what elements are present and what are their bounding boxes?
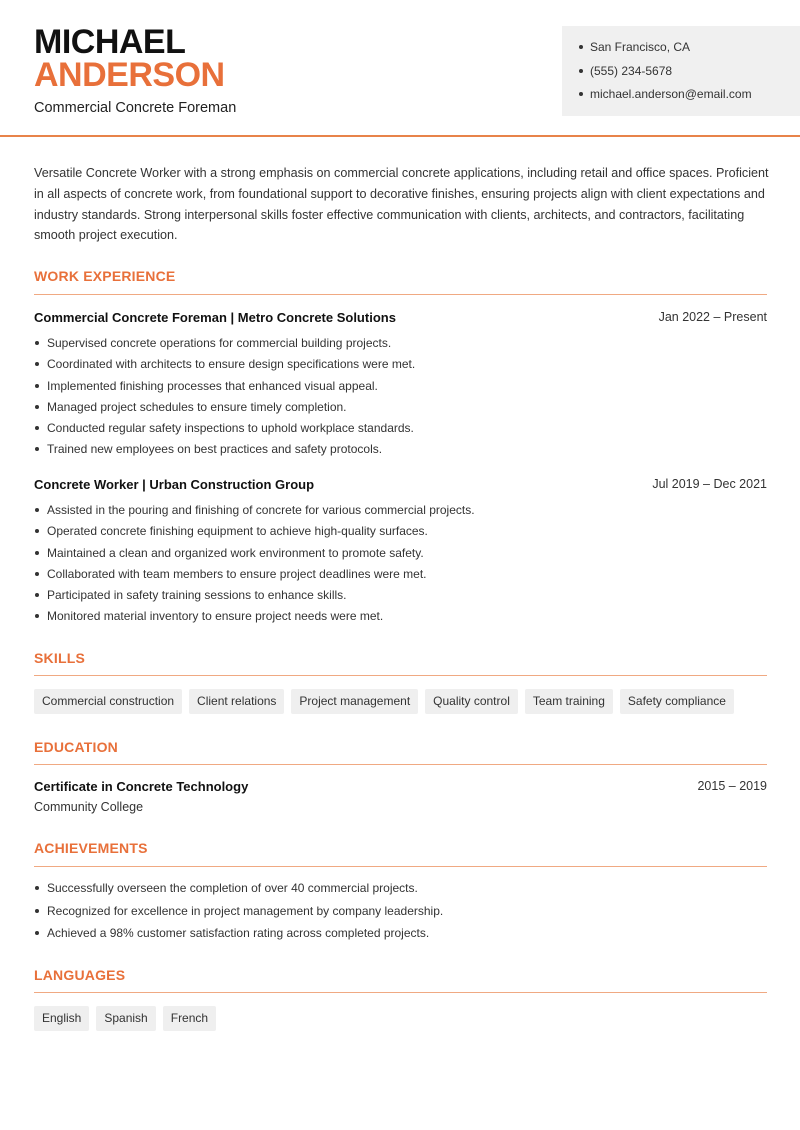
skill-tag: Client relations xyxy=(189,689,284,714)
section-title-languages: LANGUAGES xyxy=(34,967,126,983)
contact-box xyxy=(562,26,800,116)
list-item: Successfully overseen the completion of over 40 commercial projects. xyxy=(34,880,767,903)
summary: Versatile Concrete Worker with a strong emphasis on commercial concrete applications, including retail and office spaces. Proficient in all aspects of concrete work, from foundational support to decorative finishes, ensuring projects align with client expectations and industry standards. Strong interpersonal skills foster effective communication with clients, architects, and contractors, facilitating smooth project execution. xyxy=(34,166,769,243)
section-title-education: EDUCATION xyxy=(34,739,118,755)
job-header xyxy=(34,310,767,325)
job-dates: Jan 2022 – Present xyxy=(658,310,767,324)
job-bullets xyxy=(34,335,767,463)
language-tag: Spanish xyxy=(96,1006,155,1031)
list-item: Operated concrete finishing equipment to achieve high-quality surfaces. xyxy=(34,523,767,544)
list-item: Participated in safety training sessions to enhance skills. xyxy=(34,587,767,608)
job-header xyxy=(34,477,767,492)
job-bullets xyxy=(34,502,767,630)
section-title-skills: SKILLS xyxy=(34,650,85,666)
section-divider xyxy=(34,764,767,765)
last-name: ANDERSON xyxy=(34,56,225,94)
job-title: Commercial Concrete Foreman xyxy=(34,100,237,116)
education-header xyxy=(34,779,767,794)
first-name: MICHAEL xyxy=(34,23,186,61)
list-item: Monitored material inventory to ensure project needs were met. xyxy=(34,608,767,629)
language-tag: English xyxy=(34,1006,89,1031)
contact-email: michael.anderson@email.com xyxy=(579,86,752,110)
skill-tag: Safety compliance xyxy=(620,689,734,714)
list-item: Coordinated with architects to ensure design specifications were met. xyxy=(34,356,767,377)
list-item: Collaborated with team members to ensure project deadlines were met. xyxy=(34,566,767,587)
job-role: Commercial Concrete Foreman | Metro Concrete Solutions xyxy=(34,310,396,325)
list-item: Trained new employees on best practices and safety protocols. xyxy=(34,441,767,462)
education-years: 2015 – 2019 xyxy=(697,779,767,793)
skill-tag: Team training xyxy=(525,689,613,714)
list-item: Assisted in the pouring and finishing of concrete for various commercial projects. xyxy=(34,502,767,523)
skill-tag: Commercial construction xyxy=(34,689,182,714)
list-item: Achieved a 98% customer satisfaction rating across completed projects. xyxy=(34,925,767,948)
language-tag: French xyxy=(163,1006,216,1031)
list-item: Maintained a clean and organized work environment to promote safety. xyxy=(34,545,767,566)
education-school: Community College xyxy=(34,800,144,814)
education-degree: Certificate in Concrete Technology xyxy=(34,779,249,794)
list-item: Supervised concrete operations for commercial building projects. xyxy=(34,335,767,356)
section-divider xyxy=(34,294,767,295)
section-title-work: WORK EXPERIENCE xyxy=(34,268,176,284)
list-item: Conducted regular safety inspections to uphold workplace standards. xyxy=(34,420,767,441)
contact-phone: (555) 234-5678 xyxy=(579,63,752,87)
section-divider xyxy=(34,992,767,993)
section-title-achievements: ACHIEVEMENTS xyxy=(34,840,148,856)
skill-tag: Project management xyxy=(291,689,418,714)
list-item: Implemented finishing processes that enhanced visual appeal. xyxy=(34,378,767,399)
section-divider xyxy=(34,675,767,676)
languages-tags xyxy=(34,1006,216,1031)
job-role: Concrete Worker | Urban Construction Group xyxy=(34,477,315,492)
list-item: Managed project schedules to ensure timely completion. xyxy=(34,399,767,420)
list-item: Recognized for excellence in project management by company leadership. xyxy=(34,903,767,926)
skills-tags xyxy=(34,689,734,714)
achievements-list xyxy=(34,880,767,948)
job-dates: Jul 2019 – Dec 2021 xyxy=(652,477,767,491)
skill-tag: Quality control xyxy=(425,689,518,714)
section-divider xyxy=(34,866,767,867)
contact-location: San Francisco, CA xyxy=(579,39,752,63)
resume-header xyxy=(0,0,800,137)
